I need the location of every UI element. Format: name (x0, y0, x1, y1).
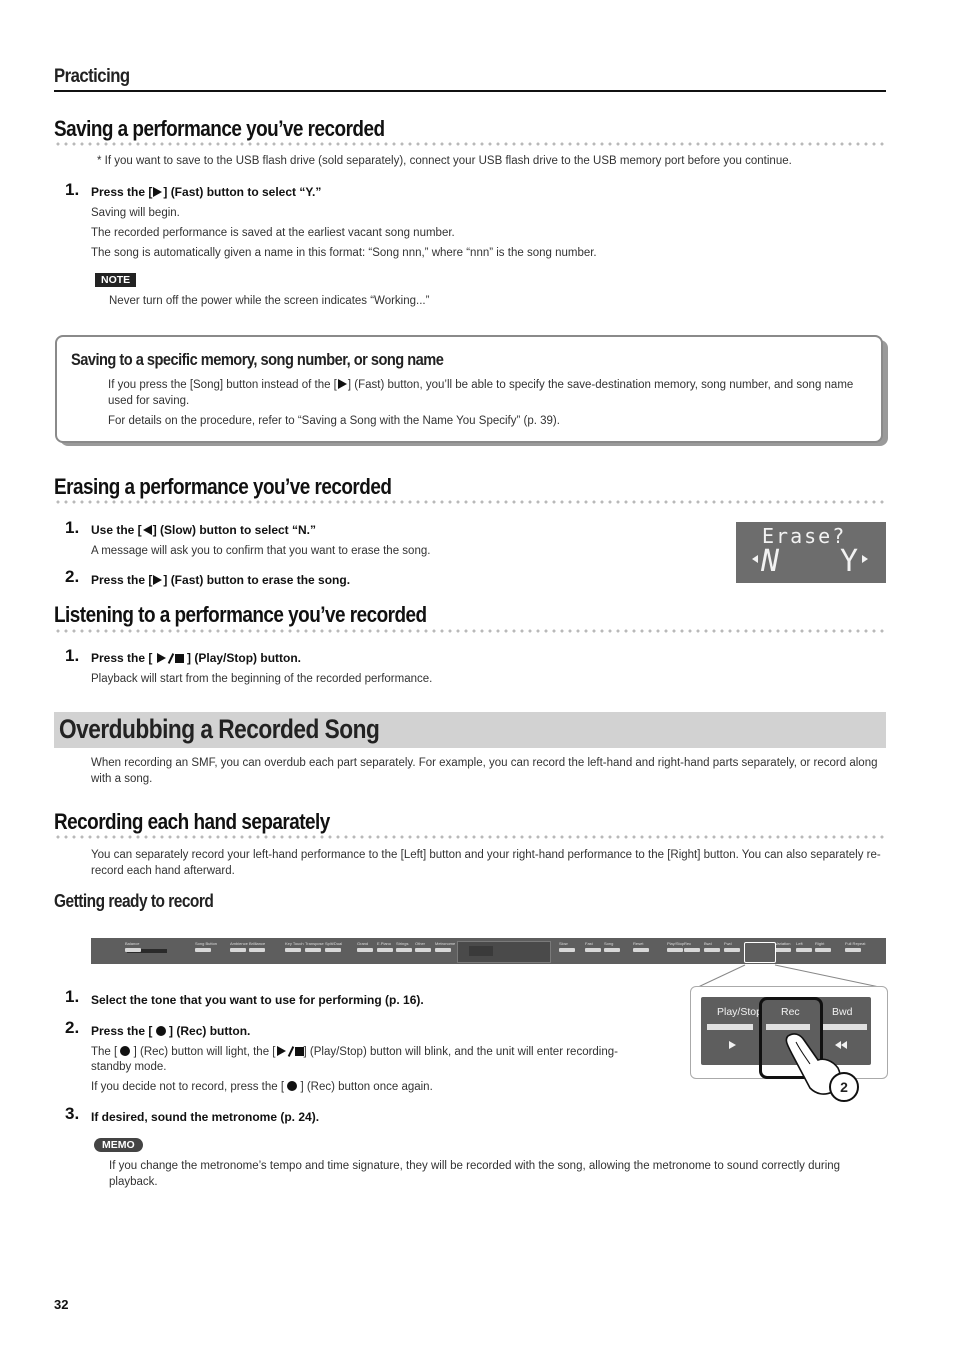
panel-button-label: Reset (633, 941, 644, 946)
step-number: 2. (65, 567, 80, 586)
step-instruction (91, 651, 301, 665)
step-number: 1. (65, 987, 80, 1006)
body-line (91, 1079, 433, 1095)
lcd-display (736, 522, 886, 583)
step-number: 1. (65, 646, 80, 665)
panel-button (325, 948, 341, 952)
play-icon (277, 1046, 286, 1056)
page-number: 32 (54, 1297, 69, 1312)
step-text: ] (Rec) button. (165, 1024, 251, 1038)
rec-icon (120, 1046, 130, 1056)
panel-button (604, 948, 620, 952)
step-text: Press the [ (91, 1024, 156, 1038)
panel-button-label: Left (796, 941, 803, 946)
saving-section-title: Saving a performance you’ve recorded (54, 116, 385, 141)
zoom-play-stop-button (707, 1024, 753, 1030)
panel-button-label: Strings (396, 941, 409, 946)
step-text: Use the [ (91, 523, 142, 537)
panel-button (396, 948, 412, 952)
step-instruction (91, 185, 321, 199)
panel-button (724, 948, 740, 952)
panel-button-label: Fwd (724, 941, 732, 946)
step-instruction (91, 573, 350, 587)
section-divider (54, 629, 886, 633)
panel-button-label: Slow (559, 941, 568, 946)
header-rule (54, 90, 886, 92)
panel-button-label: Split/Dual (325, 941, 343, 946)
panel-button-label: Right (815, 941, 825, 946)
zoom-label-bwd: Bwd (832, 1006, 853, 1018)
panel-button-label: Bwd (704, 941, 712, 946)
fast-icon (338, 379, 347, 389)
step-instruction (91, 523, 316, 537)
panel-button-label: Other (415, 941, 426, 946)
slash-icon (167, 653, 173, 664)
panel-button (775, 948, 791, 952)
panel-button (704, 948, 720, 952)
rec-icon (287, 1081, 297, 1091)
body-text: If you decide not to record, press the [ (91, 1081, 288, 1093)
panel-display-screen (469, 946, 493, 956)
body-line: The song is automatically given a name in this format: “Song nnn,” where “nnn” is the song number. (91, 247, 597, 259)
panel-button (796, 948, 812, 952)
panel-button-label: Balance (125, 941, 140, 946)
step-text: ] (Fast) button to select “Y.” (163, 185, 322, 199)
body-line: standby mode. (91, 1061, 167, 1073)
step-text: ] (Play/Stop) button. (183, 651, 302, 665)
recording-section-title: Recording each hand separately (54, 809, 330, 834)
body-text: If you press the [Song] button instead of the [ (108, 379, 337, 391)
body-text: ] (Rec) button once again. (297, 1081, 433, 1093)
panel-button-label: Play/Stop (667, 941, 685, 946)
step-instruction: Select the tone that you want to use for performing (p. 16). (91, 993, 424, 1007)
step-instruction (91, 1024, 250, 1038)
panel-button (305, 948, 321, 952)
panel-button (195, 948, 211, 952)
panel-button-label: Transpose (305, 941, 324, 946)
fast-icon (153, 575, 162, 585)
note-tag: NOTE (95, 273, 136, 287)
body-line: Saving will begin. (91, 207, 180, 219)
panel-button-label: Song (604, 941, 614, 946)
section-divider (54, 142, 886, 146)
section-divider (54, 835, 886, 839)
chapter-title: Overdubbing a Recorded Song (59, 714, 380, 744)
panel-button (684, 948, 700, 952)
memo-tag: MEMO (94, 1138, 143, 1152)
note-text: Never turn off the power while the screen indicates “Working...” (109, 295, 430, 307)
panel-button (377, 948, 393, 952)
memo-text: If you change the metronome’s tempo and time signature, they will be recorded with the song, allowing the metronome to sound correctly during playback. (109, 1160, 841, 1188)
panel-button (357, 948, 373, 952)
listening-section-title: Listening to a performance you’ve recorded (54, 602, 427, 627)
usb-note: * If you want to save to the USB flash drive (sold separately), connect your USB flash drive to the USB memory port before you continue. (97, 155, 792, 167)
panel-button (125, 948, 141, 952)
panel-button (633, 948, 649, 952)
step-number: 1. (65, 180, 80, 199)
slash-icon (287, 1046, 293, 1057)
running-header: Practicing (54, 66, 130, 87)
body-line: A message will ask you to confirm that you want to erase the song. (91, 545, 431, 557)
body-line (91, 1044, 618, 1060)
panel-button-label: Key Touch (285, 941, 304, 946)
body-text: The [ (91, 1046, 121, 1058)
zoom-label-play: Play/Stop (717, 1006, 762, 1018)
panel-button-label: Ambience (230, 941, 248, 946)
body-text: ] (Rec) button will light, the [ (130, 1046, 276, 1058)
lcd-text: Erase? (762, 524, 847, 548)
slow-icon (143, 525, 152, 535)
fast-icon (153, 187, 162, 197)
panel-button (249, 948, 265, 952)
stop-icon (175, 654, 184, 663)
erasing-section-title: Erasing a performance you’ve recorded (54, 474, 392, 499)
zoom-label-rec: Rec (781, 1006, 800, 1018)
panel-button (845, 948, 861, 952)
step-number: 1. (65, 518, 80, 537)
body-text: ] (Play/Stop) button will blink, and the unit will enter recording- (303, 1046, 618, 1058)
body-line: The recorded performance is saved at the earliest vacant song number. (91, 227, 455, 239)
panel-button (815, 948, 831, 952)
recording-intro: You can separately record your left-hand performance to the [Left] button and your right-hand performance to the [Right] button. You can also separately re-record each hand afterward. (91, 849, 881, 877)
chapter-intro: When recording an SMF, you can overdub each part separately. For example, you can record the left-hand and right-hand parts separately, or record along with a song. (91, 757, 878, 785)
step-text: ] (Slow) button to select “N.” (152, 523, 317, 537)
panel-button (585, 948, 601, 952)
step-text: Press the [ (91, 185, 153, 199)
body-text: ] (Fast) button, you’ll be able to specify the save-destination memory, song number, and song name used for saving. (108, 379, 854, 407)
panel-button-label: Song Button (195, 941, 218, 946)
panel-highlight (744, 942, 776, 963)
callout-number: 2 (829, 1072, 859, 1102)
subsection-title: Getting ready to record (54, 891, 214, 911)
panel-button-label: Rec (684, 941, 692, 946)
section-divider (54, 500, 886, 504)
stop-icon (295, 1047, 304, 1056)
info-box-text (108, 377, 873, 409)
lcd-option-n: N (761, 544, 780, 579)
panel-button-label: Fast (585, 941, 593, 946)
panel-button-label: Variation (775, 941, 791, 946)
step-text: Press the [ (91, 573, 153, 587)
panel-button (230, 948, 246, 952)
panel-button (285, 948, 301, 952)
panel-button (559, 948, 575, 952)
panel-button-label: Grand (357, 941, 369, 946)
lcd-right-arrow (862, 555, 868, 563)
lcd-option-y: Y (840, 544, 859, 579)
panel-button (667, 948, 683, 952)
panel-button (435, 948, 451, 952)
lcd-left-arrow (752, 555, 758, 563)
control-panel (91, 938, 886, 964)
panel-button (415, 948, 431, 952)
panel-button-label: Metronome (435, 941, 456, 946)
step-number: 2. (65, 1018, 80, 1037)
step-text: ] (Fast) button to erase the song. (163, 573, 351, 587)
panel-button-label: Brilliance (249, 941, 266, 946)
body-line: Playback will start from the beginning of the recorded performance. (91, 673, 433, 685)
panel-button-label: Full Repeat (845, 941, 866, 946)
panel-button-label: E.Piano (377, 941, 392, 946)
play-icon (157, 653, 166, 663)
zoom-play-icon (729, 1041, 736, 1049)
step-text: Press the [ (91, 651, 156, 665)
rec-icon (156, 1026, 166, 1036)
info-box-title: Saving to a specific memory, song number, or song name (71, 350, 444, 369)
info-box-reference: For details on the procedure, refer to “Saving a Song with the Name You Specify” (p. 39). (108, 415, 560, 427)
step-number: 3. (65, 1104, 80, 1123)
step-instruction: If desired, sound the metronome (p. 24). (91, 1110, 320, 1124)
